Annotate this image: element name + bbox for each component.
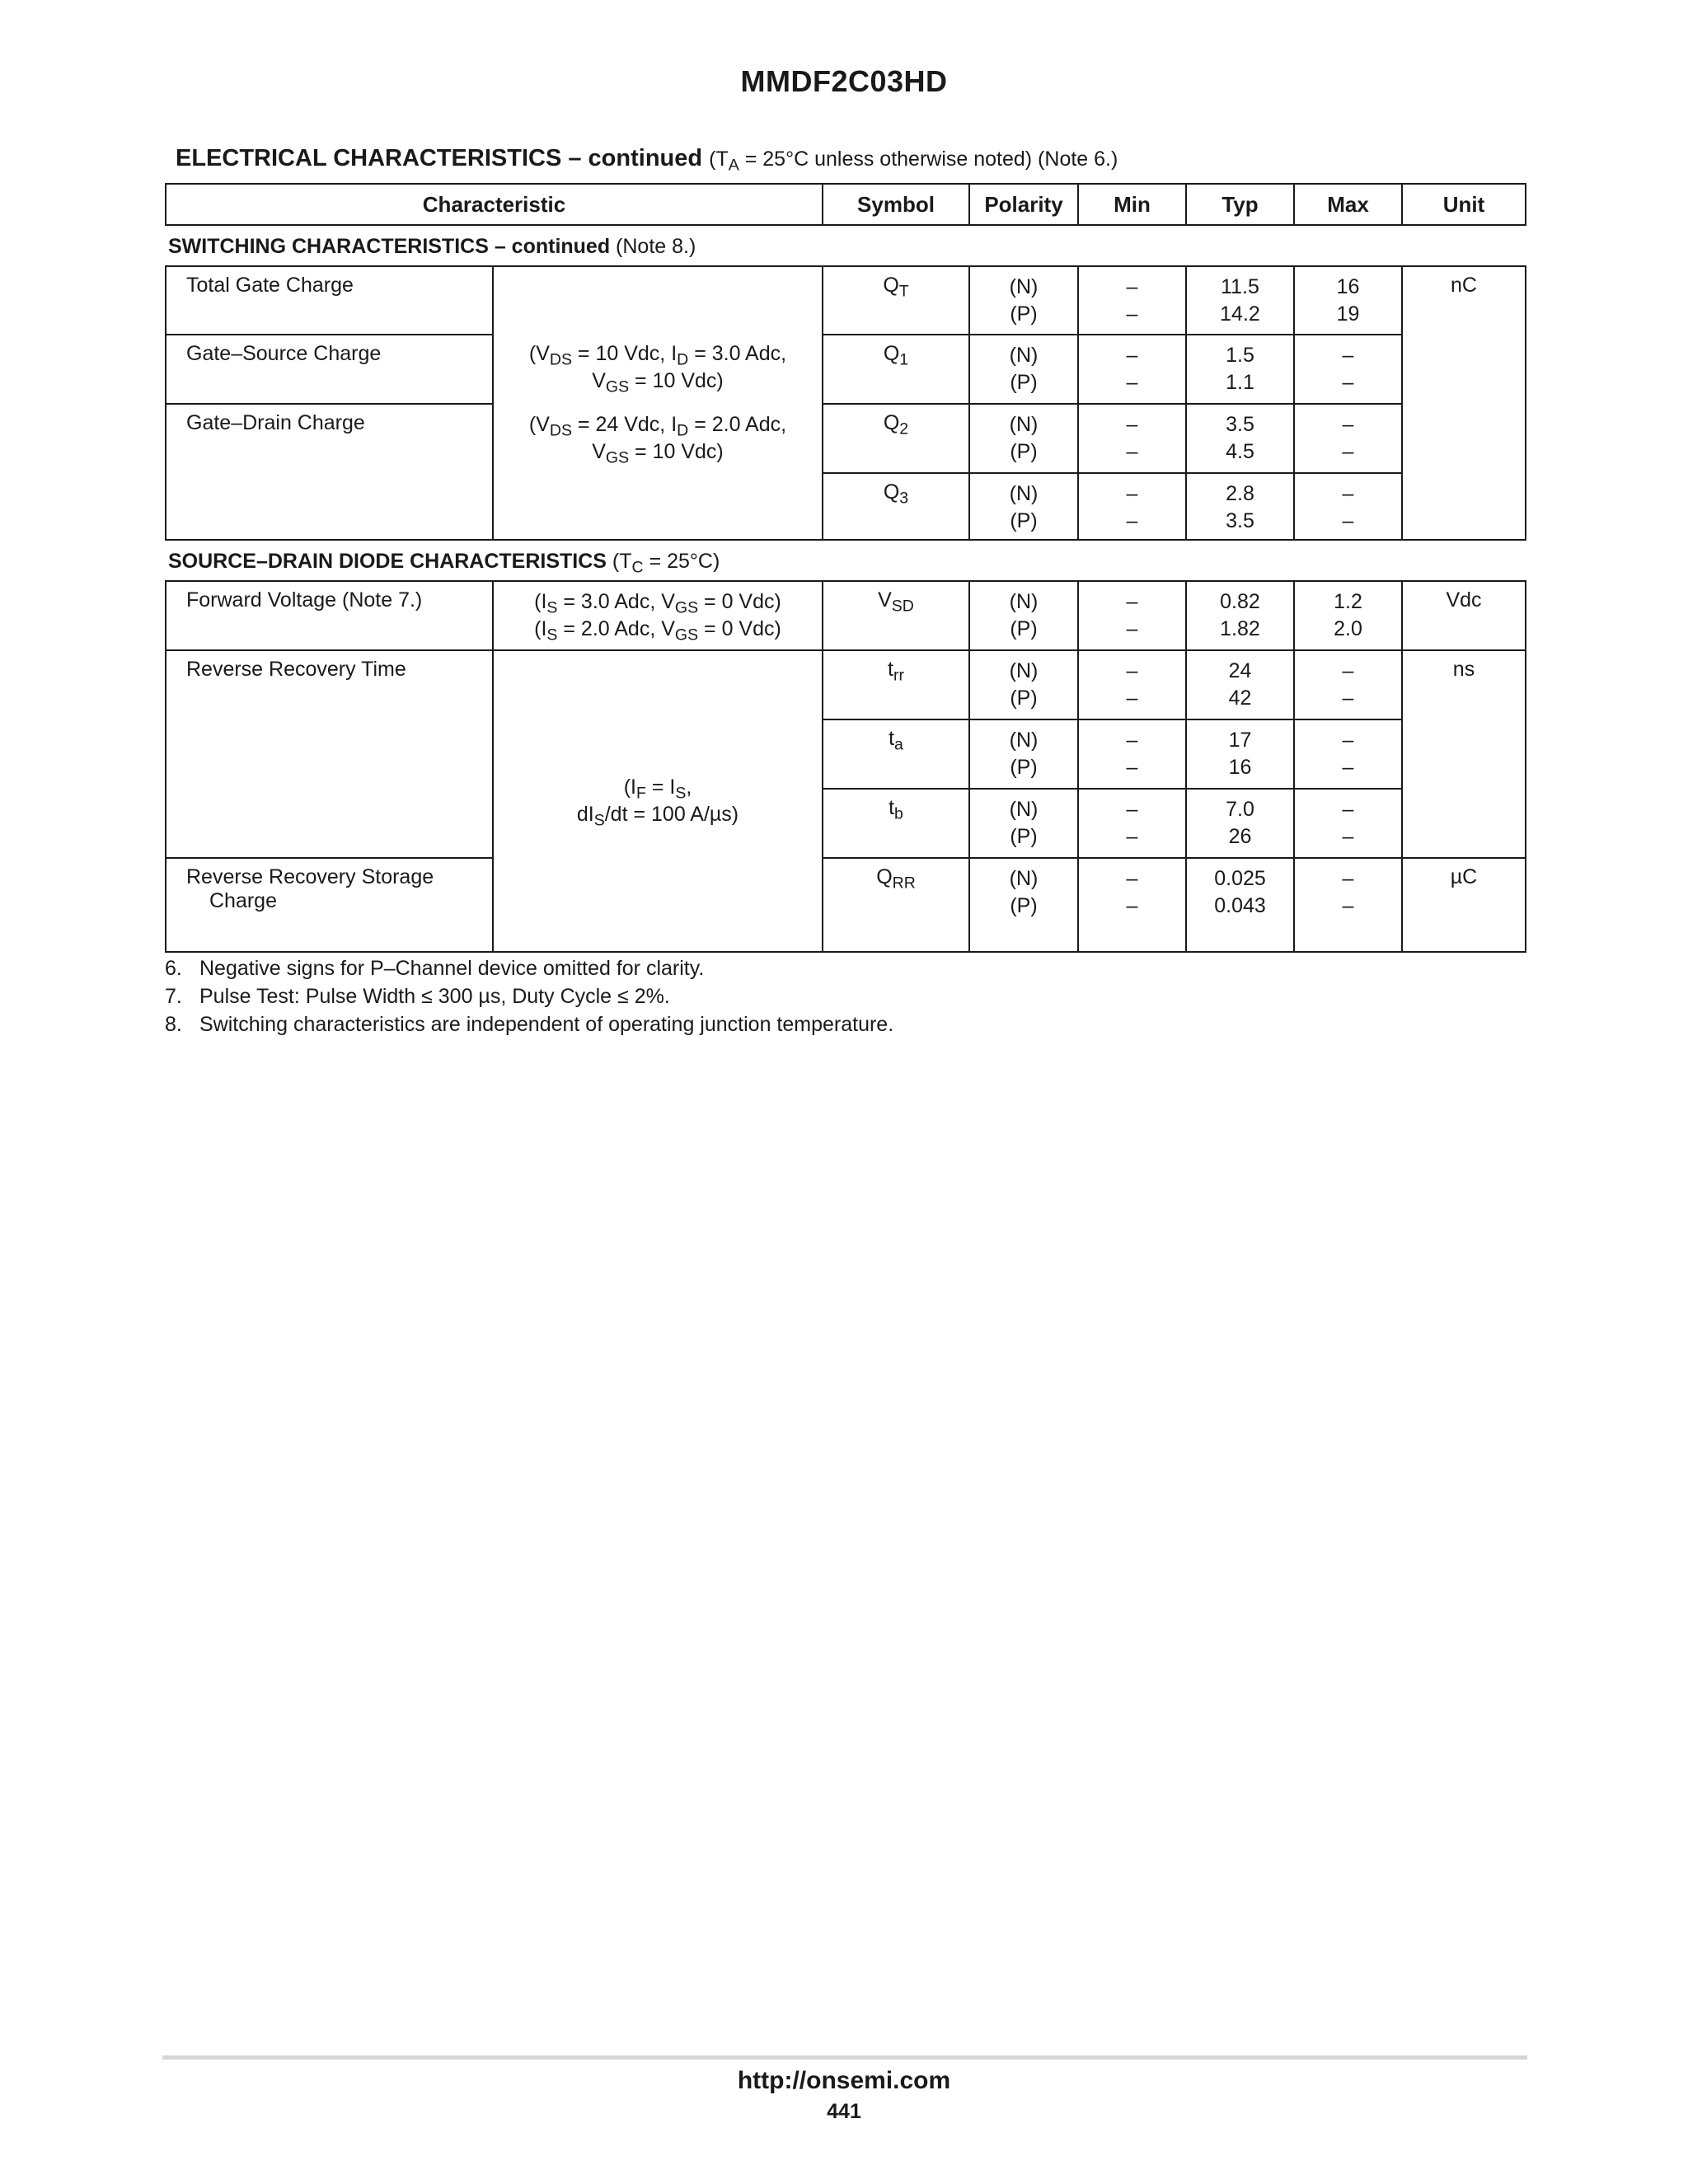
max-cell: – – bbox=[1294, 858, 1402, 952]
typ-cell: 0.025 0.043 bbox=[1186, 858, 1294, 952]
min-cell: – – bbox=[1078, 266, 1186, 335]
min-cell: – – bbox=[1078, 404, 1186, 473]
page-number: 441 bbox=[827, 2100, 861, 2123]
polarity-cell: (N) (P) bbox=[969, 789, 1078, 858]
min-cell: – – bbox=[1078, 719, 1186, 789]
table-header-row bbox=[166, 184, 1526, 225]
table-row bbox=[166, 266, 1526, 335]
polarity-cell: (N) (P) bbox=[969, 335, 1078, 404]
section-heading-conditions: ($T_A = 25^\circ C$ unless otherwise noted) (Note 6.) bbox=[709, 148, 1118, 175]
symbol-tb: $t_b$ bbox=[823, 789, 969, 858]
max-cell: 1.2 2.0 bbox=[1294, 581, 1402, 650]
typ-cell: 7.0 26 bbox=[1186, 789, 1294, 858]
typ-cell: 2.8 3.5 bbox=[1186, 473, 1294, 540]
min-cell: – – bbox=[1078, 473, 1186, 540]
symbol-q2: $Q_2$ bbox=[823, 404, 969, 473]
unit-nc: nC bbox=[1402, 266, 1526, 540]
col-header-unit: Unit bbox=[1402, 184, 1526, 225]
forward-voltage-conditions: ($I_S = 3.0$ Adc, $V_{GS} = 0$ Vdc) ($I_S = 2.0$ Adc, $V_{GS} = 0$ Vdc) bbox=[493, 581, 823, 650]
min-cell: – – bbox=[1078, 650, 1186, 719]
char-forward-voltage: Forward Voltage (Note 7.) bbox=[166, 581, 493, 650]
symbol-ta: $t_a$ bbox=[823, 719, 969, 789]
reverse-recovery-conditions: ($I_F = I_S$, $dI_S/dt = 100$ A/µs) bbox=[493, 650, 823, 952]
min-cell: – – bbox=[1078, 858, 1186, 952]
typ-cell: 1.5 1.1 bbox=[1186, 335, 1294, 404]
polarity-cell: (N) (P) bbox=[969, 266, 1078, 335]
page-title: MMDF2C03HD bbox=[740, 64, 948, 98]
typ-cell: 3.5 4.5 bbox=[1186, 404, 1294, 473]
char-reverse-recovery-storage-charge: Reverse Recovery Storage Charge bbox=[166, 858, 493, 952]
polarity-cell: (N) (P) bbox=[969, 581, 1078, 650]
char-gate-source-charge: Gate–Source Charge bbox=[166, 335, 493, 404]
polarity-cell: (N) (P) bbox=[969, 858, 1078, 952]
section-heading-title: ELECTRICAL CHARACTERISTICS – continued bbox=[176, 145, 703, 171]
char-total-gate-charge: Total Gate Charge bbox=[166, 266, 493, 335]
col-header-characteristic: Characteristic bbox=[166, 184, 823, 225]
min-cell: – – bbox=[1078, 789, 1186, 858]
min-cell: – – bbox=[1078, 335, 1186, 404]
max-cell: – – bbox=[1294, 789, 1402, 858]
symbol-vsd: $V_{SD}$ bbox=[823, 581, 969, 650]
typ-cell: 11.5 14.2 bbox=[1186, 266, 1294, 335]
source-drain-table bbox=[165, 580, 1526, 953]
symbol-q3: $Q_3$ bbox=[823, 473, 969, 540]
footer-url-link[interactable]: http://onsemi.com bbox=[737, 2067, 951, 2094]
min-cell: – – bbox=[1078, 581, 1186, 650]
symbol-qrr: $Q_{RR}$ bbox=[823, 858, 969, 952]
char-gate-drain-charge: Gate–Drain Charge bbox=[166, 404, 493, 540]
footer-divider bbox=[162, 2055, 1527, 2060]
typ-cell: 17 16 bbox=[1186, 719, 1294, 789]
typ-cell: 24 42 bbox=[1186, 650, 1294, 719]
col-header-min: Min bbox=[1078, 184, 1186, 225]
polarity-cell: (N) (P) bbox=[969, 719, 1078, 789]
max-cell: – – bbox=[1294, 404, 1402, 473]
polarity-cell: (N) (P) bbox=[969, 650, 1078, 719]
typ-cell: 0.82 1.82 bbox=[1186, 581, 1294, 650]
symbol-qt: $Q_T$ bbox=[823, 266, 969, 335]
table-row bbox=[166, 335, 1526, 404]
max-cell: – – bbox=[1294, 650, 1402, 719]
unit-vdc: Vdc bbox=[1402, 581, 1526, 650]
symbol-q1: $Q_1$ bbox=[823, 335, 969, 404]
footnote-6: 6. Negative signs for P–Channel device omitted for clarity. bbox=[165, 957, 705, 980]
table-row bbox=[166, 581, 1526, 650]
switching-section-label: SWITCHING CHARACTERISTICS – continued (Note 8.) bbox=[168, 235, 696, 258]
table-row bbox=[166, 858, 1526, 952]
source-drain-section-label: SOURCE–DRAIN DIODE CHARACTERISTICS $(T_C = 25^\circ C)$ bbox=[168, 550, 720, 577]
unit-uc: µC bbox=[1402, 858, 1526, 952]
max-cell: – – bbox=[1294, 473, 1402, 540]
polarity-cell: (N) (P) bbox=[969, 473, 1078, 540]
max-cell: – – bbox=[1294, 335, 1402, 404]
col-header-max: Max bbox=[1294, 184, 1402, 225]
footnote-8: 8. Switching characteristics are independent of operating junction temperature. bbox=[165, 1013, 894, 1036]
max-cell: – – bbox=[1294, 719, 1402, 789]
symbol-trr: $t_{rr}$ bbox=[823, 650, 969, 719]
max-cell: 16 19 bbox=[1294, 266, 1402, 335]
char-reverse-recovery-time: Reverse Recovery Time bbox=[166, 650, 493, 858]
switching-table bbox=[165, 265, 1526, 541]
col-header-typ: Typ bbox=[1186, 184, 1294, 225]
table-row bbox=[166, 404, 1526, 473]
unit-ns: ns bbox=[1402, 650, 1526, 858]
table-row bbox=[166, 650, 1526, 719]
footnotes bbox=[165, 954, 893, 1038]
switching-conditions: ($V_{DS} = 10$ Vdc, $I_D = 3.0$ Adc, $V_{GS} = 10$ Vdc) ($V_{DS} = 24$ Vdc, $I_D = 2.0$ Adc, $V_{GS} = 10$ Vdc) bbox=[493, 266, 823, 540]
col-header-polarity: Polarity bbox=[969, 184, 1078, 225]
column-header-table bbox=[165, 183, 1526, 226]
footnote-7: 7. Pulse Test: Pulse Width ≤ 300 µs, Duty Cycle ≤ 2%. bbox=[165, 985, 670, 1008]
col-header-symbol: Symbol bbox=[823, 184, 969, 225]
section-heading bbox=[176, 145, 1118, 175]
polarity-cell: (N) (P) bbox=[969, 404, 1078, 473]
